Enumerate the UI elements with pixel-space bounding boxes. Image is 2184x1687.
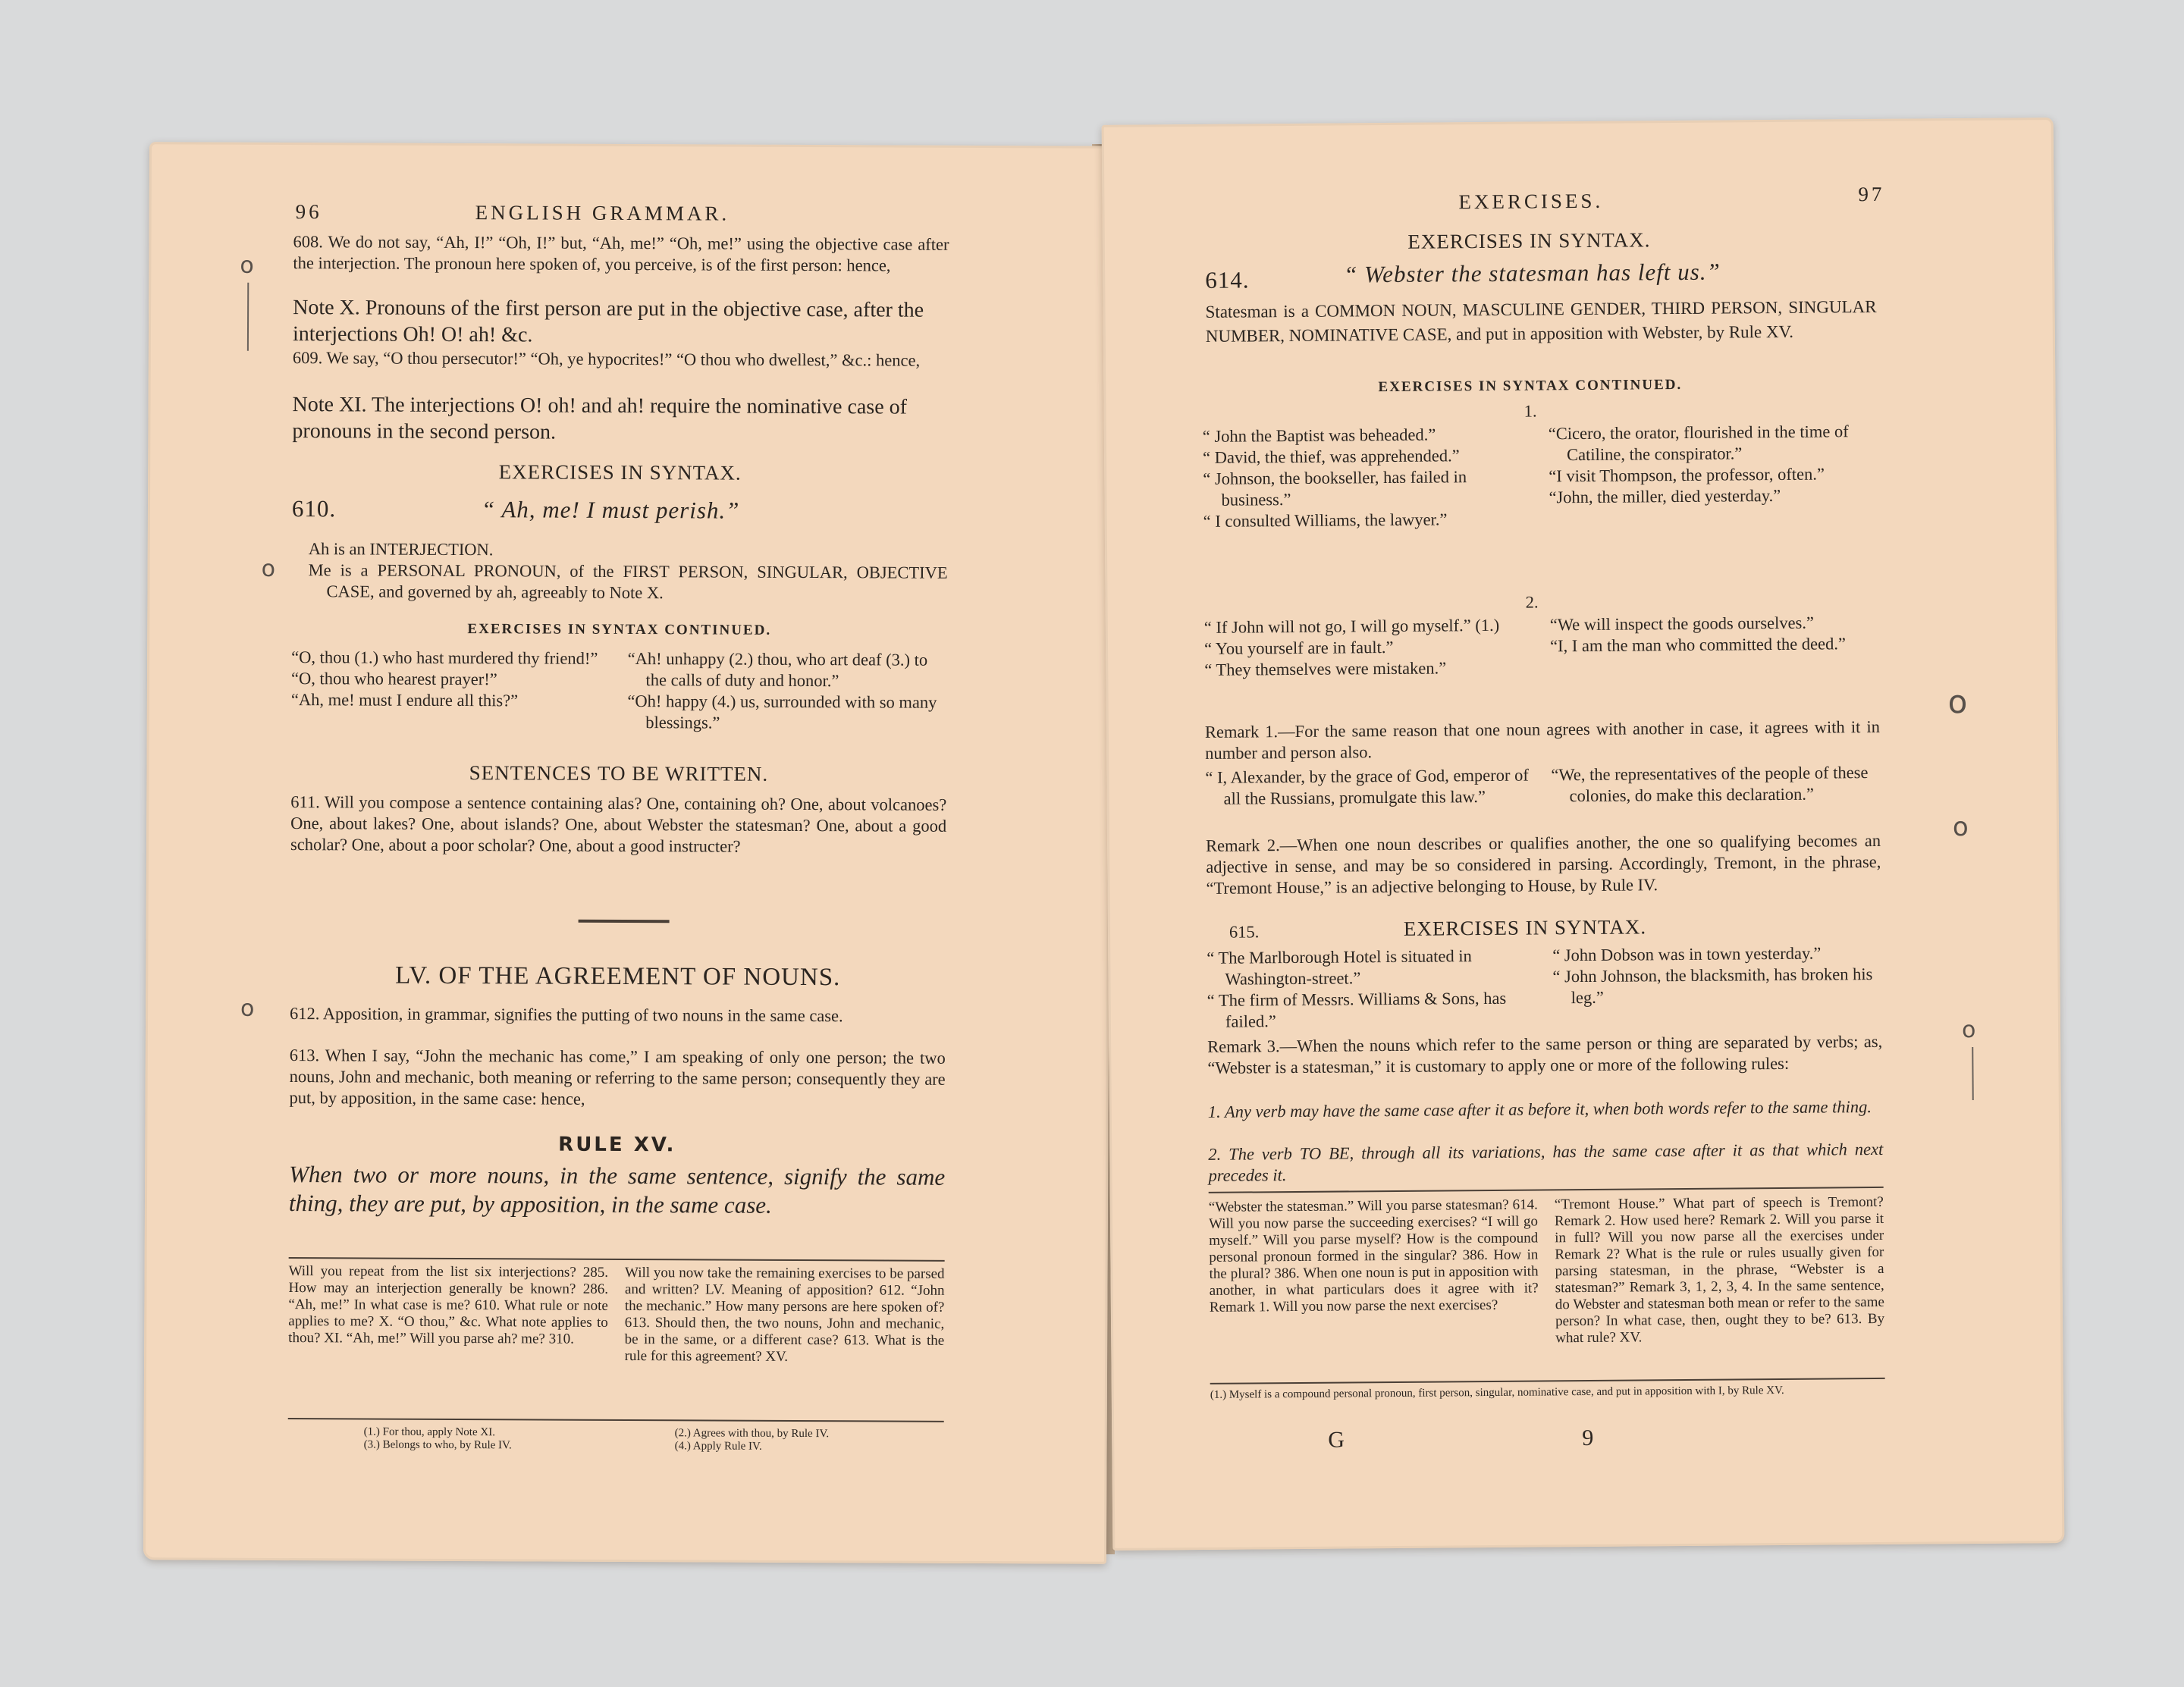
exercise-column-right xyxy=(1552,942,1882,1030)
exercise-item: “ The Marlborough Hotel is situated in Washington-street.” xyxy=(1207,946,1472,989)
paragraph-612: 612. Apposition, in grammar, signifies the putting of two nouns in the same case. xyxy=(290,1004,843,1026)
remark-2: Remark 2.—When one noun describes or qualifies another, the one so qualifying becomes an adjective in sense, and may be so considered in parsing. Accordingly, Tremont, in the phrase, “Tremont House,” is an adjective belonging to House, by Rule IV. xyxy=(1206,830,1881,898)
running-head: EXERCISES. xyxy=(1458,189,1604,214)
remark-1: Remark 1.—For the same reason that one noun agrees with another in case, it agrees with it in number and person also. xyxy=(1204,717,1880,763)
footnote-4: (4.) Apply Rule IV. xyxy=(674,1440,762,1453)
rule-2: 2. The verb TO BE, through all its variations, has the same case after it as that which next precedes it. xyxy=(1208,1139,1884,1185)
footnote-3: (3.) Belongs to who, by Rule IV. xyxy=(363,1438,512,1452)
questions-left: Will you repeat from the list six interjections? 285. How may an interjection generally be known? 286. “Ah, me!” In what case is me? 610. What rule or note applies to me? X. “O thou,” &c. What note applies to thou? XI. “Ah, me!” Will you parse ah? me? 310. xyxy=(288,1263,609,1347)
parse-ah: Ah is an INTERJECTION. xyxy=(308,539,494,560)
left-page xyxy=(143,142,1112,1564)
right-page xyxy=(1102,118,2065,1551)
footnote-1: (1.) For thou, apply Note XI. xyxy=(363,1425,496,1439)
rule-1: 1. Any verb may have the same case after it as before it, when both words refer to the same thing. xyxy=(1207,1097,1872,1121)
pencil-mark: o xyxy=(1961,1016,1976,1044)
signature-number: 9 xyxy=(1582,1425,1594,1451)
paragraph-613: 613. When I say, “John the mechanic has come,” I am speaking of only one person; the two nouns, John and mechanic, both meaning or referring to the same person; consequently they are put, by apposition, in the same case: hence, xyxy=(289,1046,946,1108)
pencil-mark: o xyxy=(1947,683,1968,721)
footnote-divider xyxy=(1210,1378,1885,1384)
exercise-group-2 xyxy=(1204,612,1880,681)
exercise-column-right xyxy=(1549,421,1878,529)
exercise-column-right xyxy=(1550,612,1880,678)
footnote-divider xyxy=(288,1418,944,1422)
exercise-item: “ The firm of Messrs. Williams & Sons, has failed.” xyxy=(1207,988,1507,1031)
exercise-item: “O, thou who hearest prayer!” xyxy=(290,669,497,689)
parse-me: Me is a PERSONAL PRONOUN, of the FIRST PERSON, SINGULAR, OBJECTIVE CASE, and governed by ah, agreeably to Note X. xyxy=(308,560,948,603)
exercise-item: “ You yourself are in fault.” xyxy=(1203,637,1394,658)
questions-right: “Tremont House.” What part of speech is Tremont? Remark 2. How used here? Remark 2. Will you parse it in full? Will you now parse all the exercises under Remark 2? What is the rule or rules usually given for parsing statesman, in the phrase, “Webster is a statesman?” Remark 3, 1, 2, 3, 4. In the same sentence, do Webster and statesman both mean or refer to the same person? In what case, then, ought they to be? 613. By what rule? XV. xyxy=(1554,1193,1885,1347)
note-xi: Note XI. The interjections O! oh! and ah! require the nominative case of pronouns in the second person. xyxy=(292,393,908,444)
exercise-group-1 xyxy=(1203,421,1878,532)
pencil-mark: o xyxy=(240,995,255,1022)
signature-letter: G xyxy=(1328,1427,1345,1453)
heading-exercises-in-syntax: EXERCISES IN SYNTAX. xyxy=(1407,228,1651,253)
heading-exercises-615: EXERCISES IN SYNTAX. xyxy=(1403,915,1647,940)
exercise-column-right xyxy=(627,648,947,735)
exercise-item: “ John Johnson, the blacksmith, has broken his leg.” xyxy=(1552,964,1873,1008)
questions-left: “Webster the statesman.” Will you parse statesman? 614. Will you now parse the succeeding exercises? “I will go myself.” Will you parse myself? How is the compound personal pronoun formed in the singular? 386. How in the plural? 386. When one noun is put in apposition with another, in what particulars does it agree with it? Remark 1. Will you now parse the next exercises? xyxy=(1208,1196,1539,1315)
exercise-item: “Ah, me! must I endure all this?” xyxy=(290,690,519,710)
exercise-column-left xyxy=(291,647,611,733)
exercise-610-number: 610. xyxy=(291,495,337,522)
exercise-614-text: “ Webster the statesman has left us.” xyxy=(1344,258,1721,288)
paragraph-608: 608. We do not say, “Ah, I!” “Oh, I!” but, “Ah, me!” “Oh, me!” using the objective case after the interjection. The pronoun here spoken of, you perceive, is of the first person: hence, xyxy=(293,232,949,275)
review-questions xyxy=(1209,1194,1885,1350)
exercise-item: “We, the representatives of the people of these colonies, do make this declaration.” xyxy=(1551,763,1869,806)
group-number: 1. xyxy=(1523,401,1537,421)
pencil-mark: o xyxy=(1952,812,1969,843)
exercise-615-items xyxy=(1207,942,1882,1033)
exercise-item: “O, thou (1.) who hast murdered thy friend!” xyxy=(291,648,598,668)
questions-right: Will you now take the remaining exercises to be parsed and written? LV. Meaning of apposition? 612. “John the mechanic.” How many persons are here spoken of? 613. Should then, the two nouns, John and mechanic, be in the same, or a different case? 613. What is the rule for this agreement? XV. xyxy=(624,1264,945,1365)
exercise-item: “ They themselves were mistaken.” xyxy=(1204,658,1447,679)
paragraph-609: 609. We say, “O thou persecutor!” “Oh, ye hypocrites!” “O thou who dwellest,” &c.: hence, xyxy=(292,348,921,370)
note-x: Note X. Pronouns of the first person are put in the objective case, after the interjections Oh! O! ah! &c. xyxy=(292,296,924,347)
page-number: 96 xyxy=(295,200,322,224)
rule-xv-title: RULE XV. xyxy=(558,1133,676,1157)
exercise-column-left xyxy=(1203,424,1533,532)
exercise-614-number: 614. xyxy=(1205,266,1250,293)
remark-3: Remark 3.—When the nouns which refer to the same person or thing are separated by verbs; as, “Webster is a statesman,” it is customary to apply one or more of the following rules: xyxy=(1207,1031,1883,1077)
exercise-item: “I visit Thompson, the professor, often.” xyxy=(1549,464,1825,486)
questions-divider xyxy=(1209,1187,1884,1193)
footnote-1: (1.) Myself is a compound personal pronoun, first person, singular, nominative case, and put in apposition with I, by Rule XV. xyxy=(1210,1384,1784,1401)
exercise-item: “ David, the thief, was apprehended.” xyxy=(1202,446,1460,467)
exercise-item: “ I consulted Williams, the lawyer.” xyxy=(1203,510,1448,531)
exercise-item: “Cicero, the orator, flourished in the time of Catiline, the conspirator.” xyxy=(1548,422,1849,465)
heading-exercises-in-syntax: EXERCISES IN SYNTAX. xyxy=(498,460,742,484)
exercise-item: “ If John will not go, I will go myself.” (1.) xyxy=(1203,615,1500,637)
exercise-item: “ John Dobson was in town yesterday.” xyxy=(1552,943,1822,965)
exercise-item: “ I, Alexander, by the grace of God, emperor of all the Russians, promulgate this law.” xyxy=(1205,765,1529,808)
pencil-line xyxy=(1972,1047,1974,1100)
exercise-item: “John, the miller, died yesterday.” xyxy=(1549,485,1781,507)
footnote-2: (2.) Agrees with thou, by Rule IV. xyxy=(674,1427,830,1441)
heading-sentences-to-be-written: SENTENCES TO BE WRITTEN. xyxy=(469,761,769,785)
exercise-column-left xyxy=(1207,945,1536,1032)
parse-statesman: Statesman is a COMMON NOUN, MASCULINE GENDER, THIRD PERSON, SINGULAR NUMBER, NOMINATIVE CASE, and put in apposition with Webster, by Rule XV. xyxy=(1205,296,1877,346)
remark-1-examples xyxy=(1205,762,1880,810)
running-head: ENGLISH GRAMMAR. xyxy=(475,201,730,225)
exercise-610-text: “ Ah, me! I must perish.” xyxy=(481,496,740,524)
pencil-mark: o xyxy=(240,252,254,279)
exercise-item: “We will inspect the goods ourselves.” xyxy=(1549,613,1815,635)
section-title: LV. OF THE AGREEMENT OF NOUNS. xyxy=(395,961,841,992)
heading-exercises-continued: EXERCISES IN SYNTAX CONTINUED. xyxy=(1378,376,1683,396)
heading-exercises-continued: EXERCISES IN SYNTAX CONTINUED. xyxy=(467,621,772,638)
section-divider xyxy=(579,920,670,923)
review-questions xyxy=(288,1263,945,1366)
exercise-column-left xyxy=(1204,615,1534,681)
pencil-mark: o xyxy=(261,555,276,582)
exercise-615-number: 615. xyxy=(1228,922,1260,942)
exercise-item: “ Johnson, the bookseller, has failed in business.” xyxy=(1203,467,1467,510)
page-number: 97 xyxy=(1858,182,1885,206)
pencil-line xyxy=(247,283,249,351)
exercise-item: “I, I am the man who committed the deed.” xyxy=(1549,634,1847,656)
exercise-item: “Ah! unhappy (2.) thou, who art deaf (3.) to the calls of duty and honor.” xyxy=(627,648,928,691)
exercise-item: “Oh! happy (4.) us, surrounded with so many blessings.” xyxy=(627,691,937,732)
group-number: 2. xyxy=(1525,592,1539,612)
exercise-item: “ John the Baptist was beheaded.” xyxy=(1202,425,1436,446)
rule-xv-text: When two or more nouns, in the same sentence, signify the same thing, they are put, by apposition, in the same case. xyxy=(288,1161,946,1218)
paragraph-611: 611. Will you compose a sentence containing alas? One, containing oh? One, about volcanoes? One, about lakes? One, about islands? One, about Webster the statesman? One, about a good scholar? One, about a poor scholar? One, about a good instructer? xyxy=(290,792,947,856)
questions-divider xyxy=(289,1257,945,1262)
exercise-columns xyxy=(291,647,947,735)
